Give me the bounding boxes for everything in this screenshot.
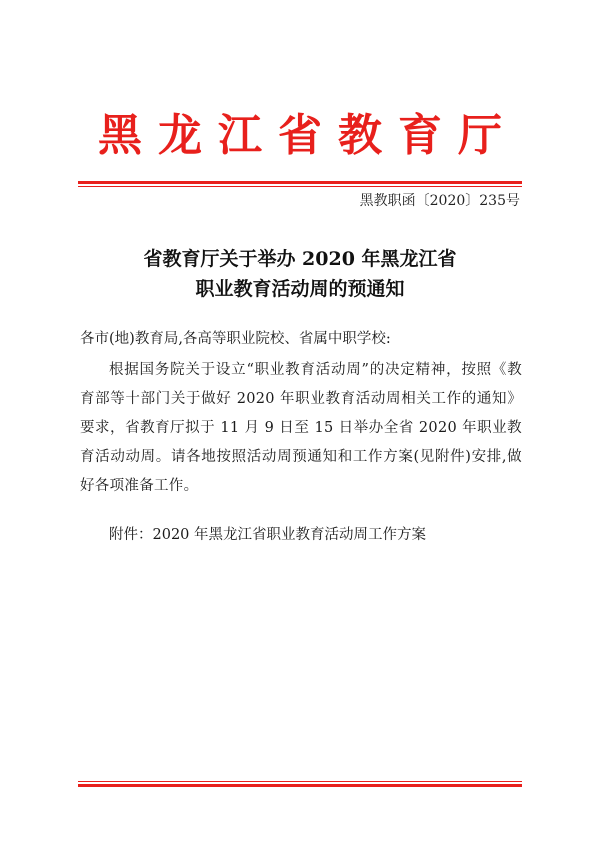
document-number: 黑教职函〔2020〕235号 xyxy=(359,193,520,209)
notice-title xyxy=(0,244,600,304)
body-paragraph: 根据国务院关于设立“职业教育活动周”的决定精神，按照《教育部等十部门关于做好 2020 年职业教育活动周相关工作的通知》要求，省教育厅拟于 11 月 9 日至 15 日举办全省 2020 年职业教育活动动周。请各地按照活动周预通知和工作方案(见附件)安排,做好各项准备工作。 xyxy=(80,362,522,494)
notice-title-line-1: 省教育厅关于举办 2020 年黑龙江省 xyxy=(143,248,457,270)
letterhead-rule-thick xyxy=(78,181,522,184)
footer-rule-thick xyxy=(78,784,522,787)
footer-rule-thin xyxy=(78,781,522,782)
salutation: 各市(地)教育局,各高等职业院校、省属中职学校: xyxy=(80,331,391,347)
attachment-note: 附件：2020 年黑龙江省职业教育活动周工作方案 xyxy=(109,527,427,543)
letterhead-title: 黑龙江省教育厅 xyxy=(98,110,518,161)
letterhead-rule-thin xyxy=(78,186,522,187)
notice-title-line-2: 职业教育活动周的预通知 xyxy=(195,278,405,300)
